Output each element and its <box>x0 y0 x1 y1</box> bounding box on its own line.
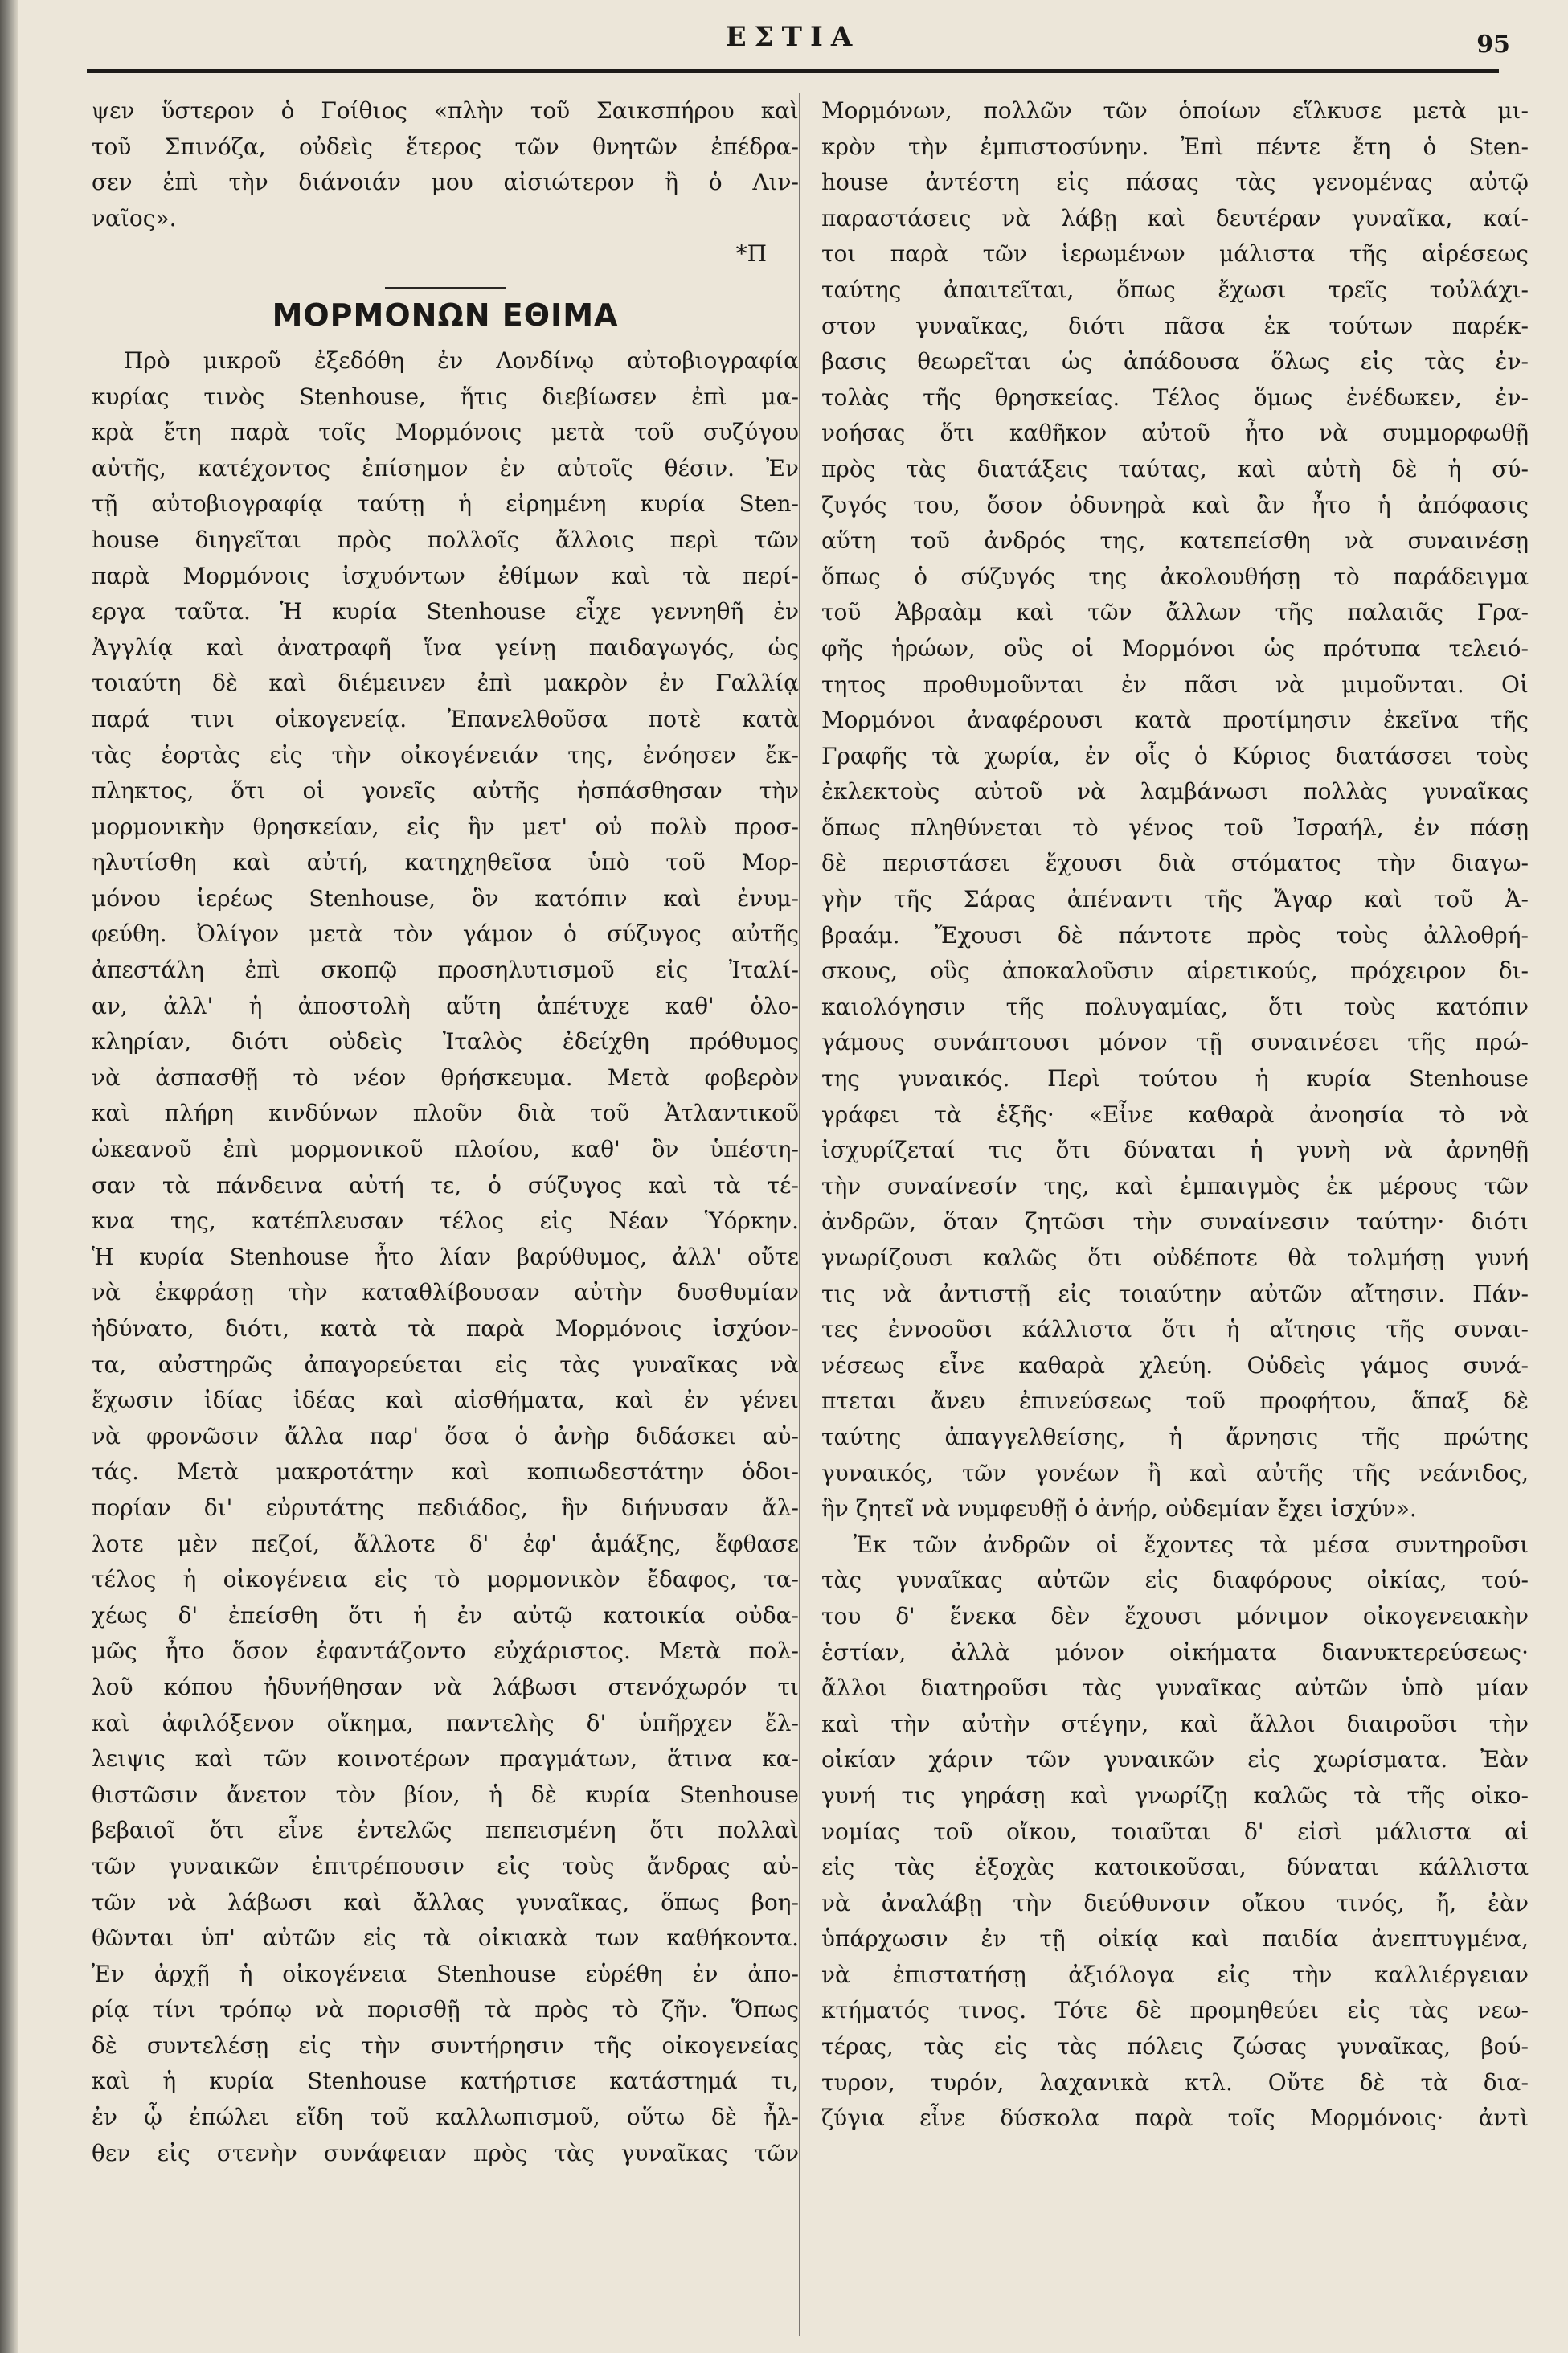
text-line: κληρίαν, διότι οὐδεὶς Ἰταλὸς ἐδείχθη πρόθυμος <box>92 1028 799 1056</box>
text-line: βεβαιοῖ ὅτι εἶνε ἐντελῶς πεπεισμένη ὅτι πολλαὶ <box>92 1817 799 1844</box>
text-line: τῶν γυναικῶν ἐπιτρέπουσιν εἰς τοὺς ἄνδρας αὐ- <box>92 1852 799 1880</box>
text-line: τις νὰ ἀντιστῇ εἰς τοιαύτην αὐτῶν αἴτησιν. Πάν- <box>821 1280 1529 1307</box>
text-line: πορίαν δι' εὐρυτάτης πεδιάδος, ἣν διήνυσαν ἄλ- <box>92 1494 799 1521</box>
text-line: Μορμόνων, πολλῶν τῶν ὁποίων εἵλκυσε μετὰ μι- <box>821 97 1529 124</box>
text-line: ταύτης ἀπαιτεῖται, ὅπως ἔχωσι τρεῖς τοὐλάχι- <box>821 276 1529 303</box>
text-line: τυρον, τυρόν, λαχανικὰ κτλ. Οὔτε δὲ τὰ δια- <box>821 2068 1529 2096</box>
text-line: ὅπως ὁ σύζυγός της ἀκολουθήσῃ τὸ παράδειγμα <box>821 563 1529 590</box>
text-line: στον γυναῖκας, διότι πᾶσα ἐκ τούτων παρέκ- <box>821 312 1529 339</box>
text-line: κρὰ ἔτη παρὰ τοῖς Μορμόνοις μετὰ τοῦ συζύγου <box>92 419 799 446</box>
text-line: ζυγός του, ὅσον ὀδυνηρὰ καὶ ἂν ἦτο ἡ ἀπόφασις <box>821 491 1529 519</box>
text-line: ταύτης ἀπαγγελθείσης, ἡ ἄρνησις τῆς πρώτης <box>821 1423 1529 1450</box>
text-line: θιστῶσιν ἄνετον τὸν βίον, ἡ δὲ κυρία Stenhouse <box>92 1781 799 1808</box>
text-line: ζύγια εἶνε δύσκολα παρὰ τοῖς Μορμόνοις· ἀντὶ <box>821 2105 1529 2132</box>
text-line: νὰ ἐπιστατήσῃ ἀξιόλογα εἰς τὴν καλλιέργειαν <box>821 1961 1529 1988</box>
text-line: λειψις καὶ τῶν κοινοτέρων πραγμάτων, ἅτινα κα- <box>92 1745 799 1773</box>
text-line: κυρίας τινὸς Stenhouse, ἥτις διεβίωσεν ἐπὶ μα- <box>92 383 799 410</box>
column-divider <box>799 93 800 2336</box>
text-line: αὐτῆς, κατέχοντος ἐπίσημον ἐν αὐτοῖς θέσιν. Ἐν <box>92 454 799 482</box>
text-line: καὶ ἀφιλόξενον οἴκημα, παντελὴς δ' ὑπῆρχεν ἔλ- <box>92 1709 799 1736</box>
journal-page <box>18 0 1568 2353</box>
text-line: νὰ ἀναλάβῃ τὴν διεύθυνσιν οἴκου τινός, ἤ, ἐὰν <box>821 1889 1529 1916</box>
journal-title: ΕΣΤΙΑ <box>725 21 861 53</box>
text-line: γυνή τις γηράσῃ καὶ γνωρίζῃ καλῶς τὰ τῆς οἰκο- <box>821 1781 1529 1809</box>
text-line: ἰσχυρίζεταί τις ὅτι δύναται ἡ γυνὴ νὰ ἀρνηθῇ <box>821 1137 1529 1164</box>
author-signature: *Π <box>735 240 767 268</box>
text-line: λοῦ κόπου ἠδυνήθησαν νὰ λάβωσι στενόχωρόν τι <box>92 1673 799 1700</box>
text-line: ψεν ὕστερον ὁ Γοίθιος «πλὴν τοῦ Σαικσπήρου καὶ <box>92 97 799 124</box>
text-line: Πρὸ μικροῦ ἐξεδόθη ἐν Λονδίνῳ αὐτοβιογραφία <box>124 346 799 374</box>
text-line: φῆς ἡρώων, οὓς οἱ Μορμόνοι ὡς πρότυπα τελειό- <box>821 634 1529 662</box>
article-title: ΜΟΡΜΟΝΩΝ ΕΘΙΜΑ <box>272 297 619 333</box>
text-line: ἠδύνατο, διότι, κατὰ τὰ παρὰ Μορμόνοις ἰσχύον- <box>92 1315 799 1342</box>
text-line: θῶνται ὑπ' αὐτῶν εἰς τὰ οἰκιακὰ των καθήκοντα. <box>92 1925 799 1952</box>
text-line: βασις θεωρεῖται ὡς ἀπάδουσα ὅλως εἰς τὰς ἐν- <box>821 348 1529 375</box>
text-line: τὴν συναίνεσίν της, καὶ ἐμπαιγμὸς ἐκ μέρους τῶν <box>821 1172 1529 1199</box>
text-line: τέρας, τὰς εἰς τὰς πόλεις ζώσας γυναῖκας, βού- <box>821 2033 1529 2060</box>
text-line: σκους, οὓς ἀποκαλοῦσιν αἱρετικούς, πρόχειρον δι- <box>821 957 1529 985</box>
text-line: house ἀντέστη εἰς πάσας τὰς γενομένας αὐτῷ <box>821 169 1529 196</box>
text-line: γὴν τῆς Σάρας ἀπέναντι τῆς Ἄγαρ καὶ τοῦ Ἀ- <box>821 886 1529 913</box>
text-line: θεν εἰς στενὴν συνάφειαν πρὸς τὰς γυναῖκας τῶν <box>92 2139 799 2166</box>
text-line: Ἀγγλίᾳ καὶ ἀνατραφῆ ἵνα γείνῃ παιδαγωγός, ὡς <box>92 633 799 661</box>
text-line: πληκτος, ὅτι οἱ γονεῖς αὐτῆς ἠσπάσθησαν τὴν <box>92 777 799 805</box>
text-line: μόνου ἱερέως Stenhouse, ὃν κατόπιν καὶ ἐνυμ- <box>92 884 799 912</box>
header-rule <box>87 69 1499 73</box>
text-line: Γραφῆς τὰ χωρία, ἐν οἷς ὁ Κύριος διατάσσει τοὺς <box>821 742 1529 769</box>
text-line: Ἐκ τῶν ἀνδρῶν οἱ ἔχοντες τὰ μέσα συντηροῦσι <box>854 1531 1529 1558</box>
text-line: λοτε μὲν πεζοί, ἄλλοτε δ' ἐφ' ἁμάξης, ἔφθασε <box>92 1530 799 1557</box>
text-line: τοῦ Σπινόζα, οὐδεὶς ἕτερος τῶν θνητῶν ἐπέδρα- <box>92 133 799 160</box>
text-line: αν, ἀλλ' ἡ ἀποστολὴ αὕτη ἀπέτυχε καθ' ὁλο- <box>92 992 799 1019</box>
text-line: σεν ἐπὶ τὴν διάνοιάν μου αἰσιώτερον ἢ ὁ Λιν- <box>92 169 799 196</box>
text-line: κτήματός τινος. Τότε δὲ προμηθεύει εἰς τὰς νεω- <box>821 1997 1529 2024</box>
text-line: ρίᾳ τίνι τρόπῳ νὰ πορισθῇ τὰ πρὸς τὸ ζῆν. Ὅπως <box>92 1996 799 2023</box>
text-line: γάμους συνάπτουσι μόνον τῇ συναινέσει τῆς πρώ- <box>821 1029 1529 1056</box>
text-line: αὕτη τοῦ ἀνδρός της, κατεπείσθη νὰ συναινέσῃ <box>821 527 1529 555</box>
text-line: τολὰς τῆς θρησκείας. Τέλος ὅμως ἐνέδωκεν, ἐν- <box>821 383 1529 411</box>
text-line: ἔχωσιν ἰδίας ἰδέας καὶ αἰσθήματα, καὶ ἐν γένει <box>92 1387 799 1414</box>
text-line: καὶ ἡ κυρία Stenhouse κατήρτισε κατάστημά τι, <box>92 2068 799 2095</box>
text-line: εἰς τὰς ἐξοχὰς κατοικοῦσαι, δύναται κάλλιστα <box>821 1854 1529 1881</box>
text-line: Ἐν ἀρχῇ ἡ οἰκογένεια Stenhouse εὑρέθη ἐν ἀπο- <box>92 1960 799 1987</box>
text-line: κνα της, κατέπλευσαν τέλος εἰς Νέαν Ὑόρκην. <box>92 1207 799 1235</box>
text-line: ἀνδρῶν, ὅταν ζητῶσι τὴν συναίνεσιν ταύτην· διότι <box>821 1208 1529 1236</box>
text-line: πτεται ἄνευ ἐπινεύσεως τοῦ προφήτου, ἅπαξ δὲ <box>821 1388 1529 1415</box>
text-line: ὑπάρχωσιν ἐν τῇ οἰκίᾳ καὶ παιδία ἀνεπτυγμένα, <box>821 1925 1529 1953</box>
text-line: δὲ περιστάσει ἔχουσι διὰ στόματος τὴν διαγω- <box>821 850 1529 877</box>
text-line: πρὸς τὰς διατάξεις ταύτας, καὶ αὐτὴ δὲ ἡ σύ- <box>821 455 1529 482</box>
text-line: καιολόγησιν τῆς πολυγαμίας, ὅτι τοὺς κατόπιν <box>821 993 1529 1020</box>
left-column <box>92 93 799 2336</box>
text-line: χέως δ' ἐπείσθη ὅτι ἡ ἐν αὐτῷ κατοικία οὐδα- <box>92 1601 799 1629</box>
text-line: νοήσας ὅτι καθῆκον αὐτοῦ ἦτο νὰ συμμορφωθῇ <box>821 420 1529 447</box>
text-line: του δ' ἕνεκα δὲν ἔχουσι μόνιμον οἰκογενειακὴν <box>821 1602 1529 1629</box>
text-line: ηλυτίσθη καὶ αὐτή, κατηχηθεῖσα ὑπὸ τοῦ Μορ- <box>92 849 799 876</box>
text-line: κρὸν τὴν ἐμπιστοσύνην. Ἐπὶ πέντε ἔτη ὁ Sten- <box>821 133 1529 160</box>
text-line: τα, αὐστηρῶς ἀπαγορεύεται εἰς τὰς γυναῖκας νὰ <box>92 1351 799 1378</box>
text-line: house διηγεῖται πρὸς πολλοῖς ἄλλοις περὶ τῶν <box>92 526 799 553</box>
text-line: ἐν ᾧ ἐπώλει εἴδη τοῦ καλλωπισμοῦ, οὕτω δὲ ἦλ- <box>92 2104 799 2131</box>
text-line: Ἡ κυρία Stenhouse ἦτο λίαν βαρύθυμος, ἀλλ' οὔτε <box>92 1243 799 1270</box>
text-line: ἑστίαν, ἀλλὰ μόνον οἰκήματα διανυκτερεύσεως· <box>821 1638 1529 1666</box>
text-line: της γυναικός. Περὶ τούτου ἡ κυρία Stenhouse <box>821 1065 1529 1092</box>
text-line: τάς. Μετὰ μακροτάτην καὶ κοπιωδεστάτην ὁδοι- <box>92 1458 799 1486</box>
text-line: γυναικός, τῶν γονέων ἢ καὶ αὐτῆς τῆς νεάνιδος, <box>821 1459 1529 1486</box>
text-line: ἀπεστάλη ἐπὶ σκοπῷ προσηλυτισμοῦ εἰς Ἰταλί- <box>92 957 799 984</box>
text-line: νὰ ἀσπασθῇ τὸ νέον θρήσκευμα. Μετὰ φοβερὸν <box>92 1064 799 1091</box>
text-line: Μορμόνοι ἀναφέρουσι κατὰ προτίμησιν ἐκεῖνα τῆς <box>821 707 1529 734</box>
running-head <box>18 0 1568 72</box>
text-line: τέλος ἡ οἰκογένεια εἰς τὸ μορμονικὸν ἔδαφος, τα- <box>92 1566 799 1593</box>
text-line: ναῖος». <box>92 204 177 232</box>
text-line: νέσεως εἶνε καθαρὰ χλεύη. Οὐδεὶς γάμος συνά- <box>821 1351 1529 1379</box>
heading-rule <box>385 287 506 289</box>
text-line: τὰς ἑορτὰς εἰς τὴν οἰκογένειάν της, ἐνόησεν ἔκ- <box>92 741 799 769</box>
text-line: παρὰ Μορμόνοις ἰσχυόντων ἐθίμων καὶ τὰ περί- <box>92 562 799 589</box>
text-line: καὶ πλήρη κινδύνων πλοῦν διὰ τοῦ Ἀτλαντικοῦ <box>92 1100 799 1127</box>
text-line: τητος προθυμοῦνται ἐν πᾶσι νὰ μιμοῦνται. Οἱ <box>821 670 1529 698</box>
text-line: τῶν νὰ λάβωσι καὶ ἄλλας γυναῖκας, ὅπως βοη- <box>92 1888 799 1916</box>
text-line: παραστάσεις νὰ λάβῃ καὶ δευτέραν γυναῖκα, καί- <box>821 204 1529 232</box>
text-line: νομίας τοῦ οἴκου, τοιαῦται δ' εἰσὶ μάλιστα αἱ <box>821 1818 1529 1845</box>
text-line: νὰ ἐκφράσῃ τὴν καταθλίβουσαν αὐτὴν δυσθυμίαν <box>92 1279 799 1306</box>
text-line: οἰκίαν χάριν τῶν γυναικῶν εἰς χωρίσματα. Ἐὰν <box>821 1746 1529 1773</box>
text-line: εργα ταῦτα. Ἡ κυρία Stenhouse εἶχε γεννηθῆ ἐν <box>92 598 799 625</box>
text-line: μορμονικὴν θρησκείαν, εἰς ἣν μετ' οὐ πολὺ προσ- <box>92 813 799 840</box>
text-line: σαν τὰ πάνδεινα αὐτή τε, ὁ σύζυγος καὶ τὰ τέ- <box>92 1171 799 1199</box>
scan-binding-edge <box>0 0 18 2353</box>
text-line: ἐκλεκτοὺς αὐτοῦ νὰ λαμβάνωσι πολλὰς γυναῖκας <box>821 778 1529 806</box>
right-column <box>821 93 1529 2336</box>
text-line: φεύθη. Ὀλίγον μετὰ τὸν γάμον ὁ σύζυγος αὐτῆς <box>92 920 799 948</box>
text-line: τοιαύτη δὲ καὶ διέμεινεν ἐπὶ μακρὸν ἐν Γαλλίᾳ <box>92 670 799 697</box>
text-line: παρά τινι οἰκογενείᾳ. Ἐπανελθοῦσα ποτὲ κατὰ <box>92 705 799 732</box>
text-line: ὅπως πληθύνεται τὸ γένος τοῦ Ἰσραήλ, ἐν πάσῃ <box>821 814 1529 841</box>
text-line: καὶ τὴν αὐτὴν στέγην, καὶ ἄλλοι διαιροῦσι τὴν <box>821 1710 1529 1737</box>
text-line: τοι παρὰ τῶν ἱερωμένων μάλιστα τῆς αἱρέσεως <box>821 240 1529 268</box>
text-line: τες ἐννοοῦσι κάλλιστα ὅτι ἡ αἴτησις τῆς συναι- <box>821 1316 1529 1343</box>
text-line: νὰ φρονῶσιν ἄλλα παρ' ὅσα ὁ ἀνὴρ διδάσκει αὐ- <box>92 1422 799 1449</box>
text-line: ὠκεανοῦ ἐπὶ μορμονικοῦ πλοίου, καθ' ὃν ὑπέστη- <box>92 1136 799 1163</box>
text-line: γνωρίζουσι καλῶς ὅτι οὐδέποτε θὰ τολμήσῃ γυνή <box>821 1244 1529 1271</box>
text-line: ἣν ζητεῖ νὰ νυμφευθῇ ὁ ἀνήρ, οὐδεμίαν ἔχει ἰσχύν». <box>821 1495 1417 1523</box>
text-line: δὲ συντελέσῃ εἰς τὴν συντήρησιν τῆς οἰκογενείας <box>92 2031 799 2059</box>
text-line: τοῦ Ἀβραὰμ καὶ τῶν ἄλλων τῆς παλαιᾶς Γρα- <box>821 599 1529 626</box>
text-line: βραάμ. Ἔχουσι δὲ πάντοτε πρὸς τοὺς ἀλλοθρή- <box>821 921 1529 949</box>
text-line: ἄλλοι διατηροῦσι τὰς γυναῖκας αὐτῶν ὑπὸ μίαν <box>821 1675 1529 1702</box>
text-line: τῇ αὐτοβιογραφίᾳ ταύτῃ ἡ εἰρημένη κυρία Sten- <box>92 490 799 518</box>
page-number: 95 <box>1476 31 1510 59</box>
text-line: μῶς ἦτο ὅσον ἐφαντάζοντο εὐχάριστος. Μετὰ πολ- <box>92 1638 799 1665</box>
text-line: γράφει τὰ ἑξῆς· «Εἶνε καθαρὰ ἀνοησία τὸ νὰ <box>821 1101 1529 1128</box>
text-line: τὰς γυναῖκας αὐτῶν εἰς διαφόρους οἰκίας, τού- <box>821 1567 1529 1594</box>
